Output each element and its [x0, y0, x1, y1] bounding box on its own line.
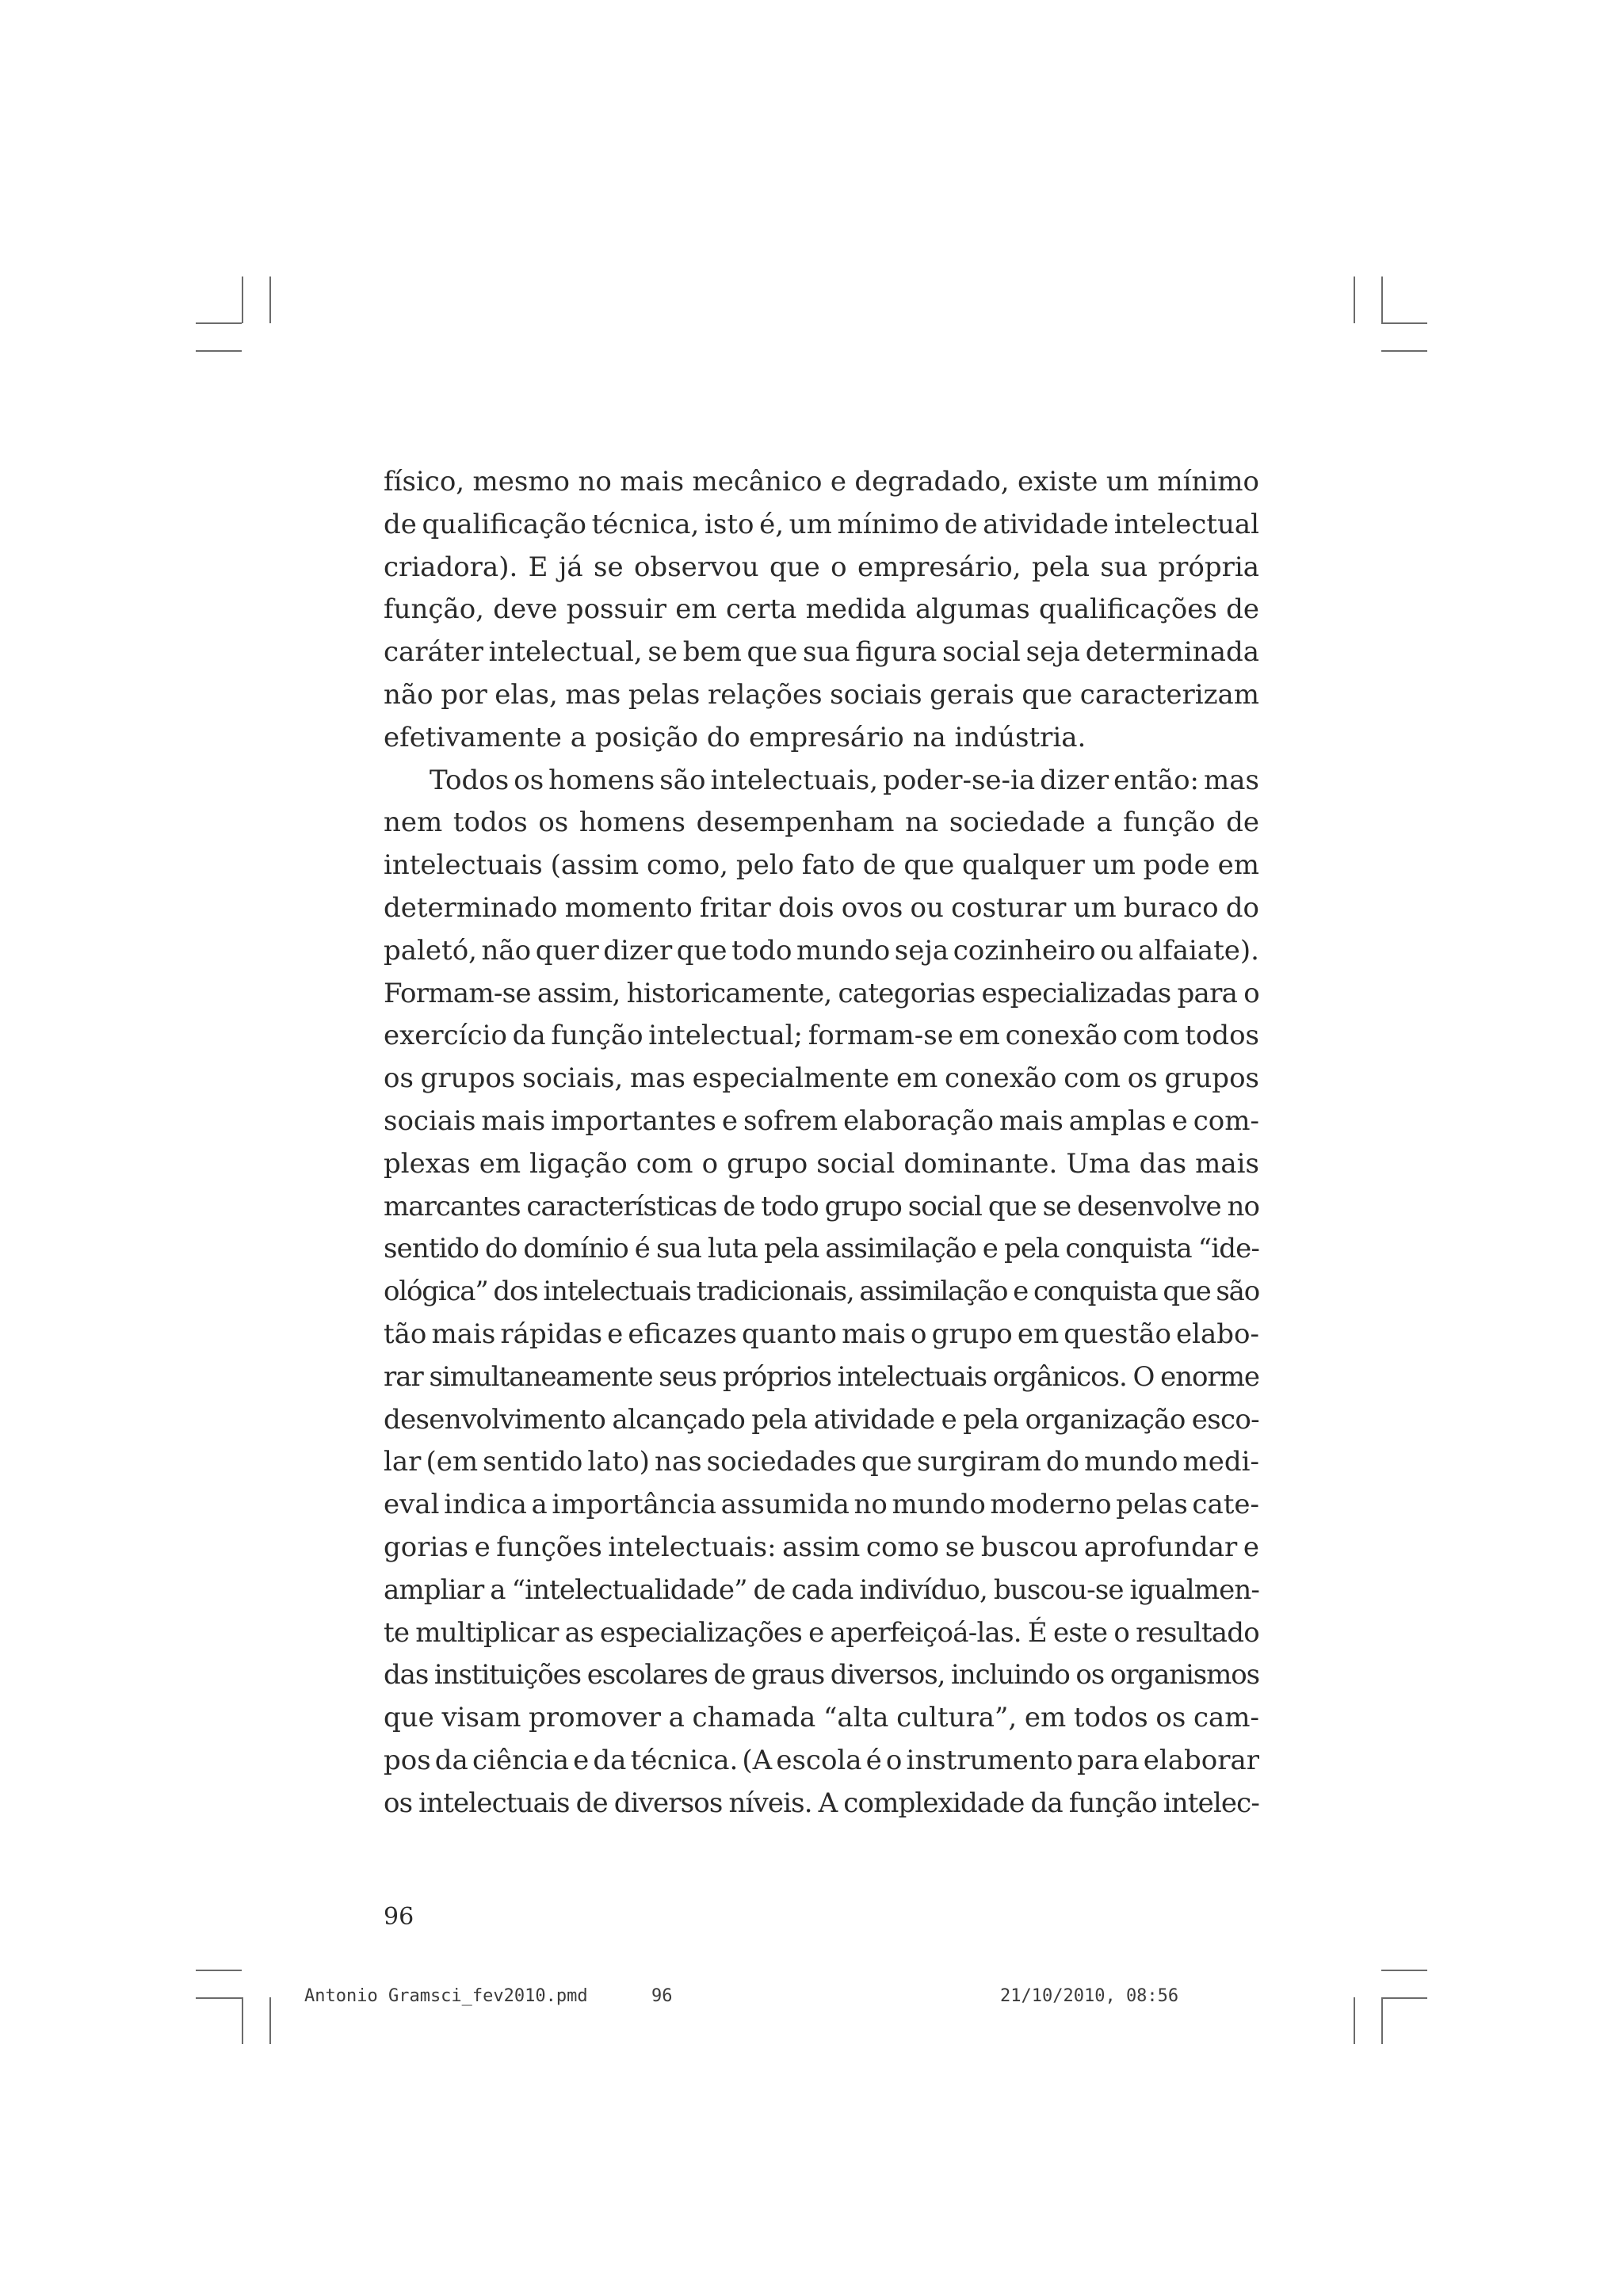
crop-mark-bottom-left-vertical: [242, 1997, 243, 2044]
text-line: os grupos sociais, mas especialmente em conexão com os grupos: [384, 1062, 1259, 1095]
text-line: desenvolvimento alcançado pela atividade e pela organização esco-: [384, 1403, 1259, 1436]
text-line: eval indica a importância assumida no mundo moderno pelas cate-: [384, 1489, 1260, 1521]
text-line: os intelectuais de diversos níveis. A complexidade da função intelec-: [384, 1787, 1259, 1819]
crop-mark-bottom-right-vertical: [1381, 1997, 1383, 2044]
crop-mark-bottom-right-bleed-h: [1381, 1970, 1427, 1971]
text-line: caráter intelectual, se bem que sua figura social seja determinada: [384, 636, 1259, 669]
body-text: [384, 461, 1259, 1825]
slug-page: 96: [651, 1986, 673, 2006]
page-number: 96: [384, 1903, 414, 1931]
text-line: intelectuais (assim como, pelo fato de que qualquer um pode em: [384, 849, 1259, 882]
text-line: nem todos os homens desempenham na sociedade a função de: [384, 807, 1259, 839]
text-line: que visam promover a chamada “alta cultura”, em todos os cam-: [384, 1702, 1259, 1734]
text-line: das instituições escolares de graus diversos, incluindo os organismos: [384, 1659, 1259, 1691]
text-line: Todos os homens são intelectuais, poder-se-ia dizer então: mas: [430, 764, 1259, 796]
crop-mark-top-left-horizontal: [196, 322, 242, 324]
crop-mark-bottom-left-horizontal: [196, 1997, 242, 1999]
text-line: gorias e funções intelectuais: assim como se buscou aprofundar e: [384, 1531, 1259, 1563]
crop-mark-top-left-bleed: [269, 277, 271, 323]
crop-mark-bottom-left-bleed: [269, 1997, 271, 2044]
text-line: de qualificação técnica, isto é, um mínimo de atividade intelectual: [384, 508, 1259, 540]
crop-mark-top-left-vertical: [242, 277, 243, 323]
text-line: ológica” dos intelectuais tradicionais, assimilação e conquista que são: [384, 1276, 1259, 1308]
text-line: plexas em ligação com o grupo social dominante. Uma das mais: [384, 1147, 1259, 1180]
text-line: marcantes características de todo grupo social que se desenvolve no: [384, 1190, 1259, 1222]
slug-filename: Antonio Gramsci_fev2010.pmd: [304, 1986, 588, 2006]
text-line: função, deve possuir em certa medida algumas qualificações de: [384, 593, 1259, 626]
text-line: exercício da função intelectual; formam-se em conexão com todos: [384, 1020, 1259, 1052]
crop-mark-bottom-left-bleed-h: [196, 1970, 242, 1971]
crop-mark-bottom-right-bleed: [1354, 1997, 1355, 2044]
text-line: criadora). E já se observou que o empresário, pela sua própria: [384, 551, 1259, 583]
text-line: sociais mais importantes e sofrem elaboração mais amplas e com-: [384, 1104, 1259, 1137]
crop-mark-top-right-bleed: [1354, 277, 1355, 323]
text-line: efetivamente a posição do empresário na indústria.: [384, 721, 1086, 753]
crop-mark-bottom-right-horizontal: [1381, 1997, 1427, 1999]
text-line: lar (em sentido lato) nas sociedades que surgiram do mundo medi-: [384, 1446, 1259, 1478]
text-line: ampliar a “intelectualidade” de cada indivíduo, buscou-se igualmen-: [384, 1573, 1259, 1606]
crop-mark-top-left-bleed-h: [196, 350, 242, 352]
text-line: pos da ciência e da técnica. (A escola é o instrumento para elaborar: [384, 1744, 1259, 1776]
crop-mark-top-right-bleed-h: [1381, 350, 1427, 352]
text-line: não por elas, mas pelas relações sociais gerais que caracterizam: [384, 678, 1259, 711]
text-line: sentido do domínio é sua luta pela assimilação e pela conquista “ide-: [384, 1233, 1259, 1265]
slug-datetime: 21/10/2010, 08:56: [1000, 1986, 1179, 2006]
text-line: tão mais rápidas e eficazes quanto mais o grupo em questão elabo-: [384, 1318, 1259, 1350]
crop-mark-top-right-vertical: [1381, 277, 1383, 323]
crop-mark-top-right-horizontal: [1381, 322, 1427, 324]
text-line: rar simultaneamente seus próprios intelectuais orgânicos. O enorme: [384, 1360, 1259, 1393]
text-line: te multiplicar as especializações e aperfeiçoá-las. É este o resultado: [384, 1616, 1259, 1649]
text-line: Formam-se assim, historicamente, categorias especializadas para o: [384, 977, 1259, 1009]
text-line: determinado momento fritar dois ovos ou costurar um buraco do: [384, 891, 1259, 924]
text-line: paletó, não quer dizer que todo mundo seja cozinheiro ou alfaiate).: [384, 934, 1259, 967]
text-line: físico, mesmo no mais mecânico e degradado, existe um mínimo: [384, 466, 1259, 498]
